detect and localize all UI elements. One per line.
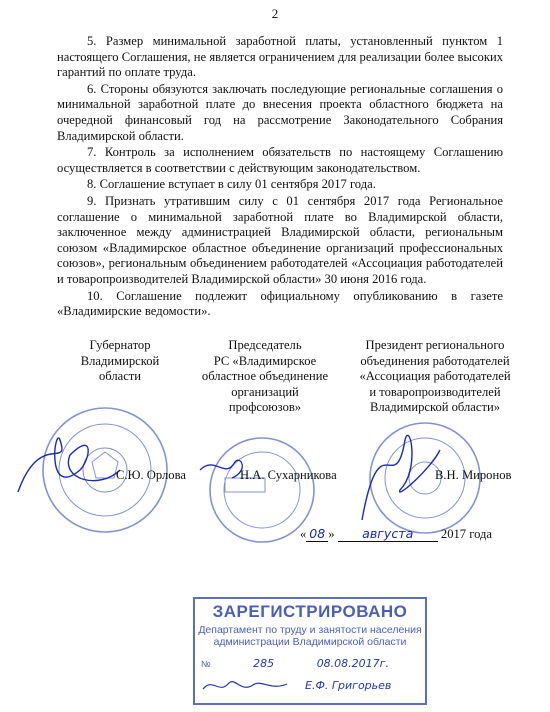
paragraph-5: 5. Размер минимальной заработной платы, установленный пунктом 1 настоящего Соглашения, не является ограничением для реализации более высоких гарантий по оплате труда. [57,34,503,80]
page-number: 2 [271,6,279,21]
rs-chair-title [195,338,335,416]
title-line: профсоюзов» [228,400,302,415]
title-line: объединения работодателей [360,353,510,368]
paragraph-9: 9. Признать утратившим силу с 01 сентября 2017 года Региональное соглашение о минимальной заработной плате во Владимирской области, заключенное между администрацией Владимирской области, региональным союзом «Владимирское областное объединение организаций профессиональных союзов», региональным объединением работодателей «Ассоциация работодателей и товаропроизводителей Владимирской области» 30 июня 2016 года. [57,193,503,286]
number-label: № [201,659,211,669]
governor-title [65,338,175,385]
title-line: области [98,369,142,384]
title-line: «Ассоциация работодателей [359,369,511,384]
registration-date: 08.08.2017г. [316,657,389,670]
title-line: Владимирской области» [369,400,501,415]
registration-number: 285 [253,657,275,670]
registrar-name: Е.Ф. Григорьев [305,679,392,692]
date-month: августа [338,526,438,542]
registration-stamp [193,597,427,705]
title-line: Президент регионального [365,338,505,352]
governor-signature [18,438,120,492]
paragraph-6: 6. Стороны обязуются заключать последующие региональные соглашения о минимальной заработной плате до внесения проекта областного бюджета на очередной финансовый год на рассмотрение Законодательного Собрания Владимирской области. [57,81,503,143]
date-year: 2017 года [440,527,493,541]
paragraph-10: 10. Соглашение подлежит официальному опубликованию в газете «Владимирские ведомости». [57,288,503,319]
title-line: Председатель [228,338,302,352]
date-day: 08 [306,526,328,542]
title-line: Владимирской [80,353,160,368]
rs-seal [210,438,314,542]
stamp-department [195,624,425,648]
employers-president-title [355,338,515,416]
governor-name: С.Ю. Орлова [116,468,186,482]
dept-line: администрации Владимирской области [213,636,407,648]
title-line: областное объединение [201,369,329,384]
stamp-title: ЗАРЕГИСТРИРОВАНО [212,602,408,621]
title-line: РС «Владимирское [213,353,317,368]
registrar-signature [201,675,291,697]
rs-chair-name: Н.А. Сухарникова [240,468,337,482]
employers-signature [362,435,440,520]
stamp-registrar-row [305,679,391,692]
title-line: и товаропроизводителей [369,384,501,399]
title-line: Губернатор [89,338,151,352]
dept-line: Департамент по труду и занятости населения [198,624,422,636]
paragraph-8: 8. Соглашение вступает в силу 01 сентября 2017 года. [87,177,376,192]
title-line: организаций [231,384,299,399]
signing-date: « 08 » августа 2017 года [300,526,493,541]
stamp-number-row [201,657,389,670]
employers-president-name: В.Н. Миронов [435,468,512,482]
paragraph-7: 7. Контроль за исполнением обязательств по настоящему Соглашению осуществляется в соответствии с действующим законодательством. [57,145,503,175]
